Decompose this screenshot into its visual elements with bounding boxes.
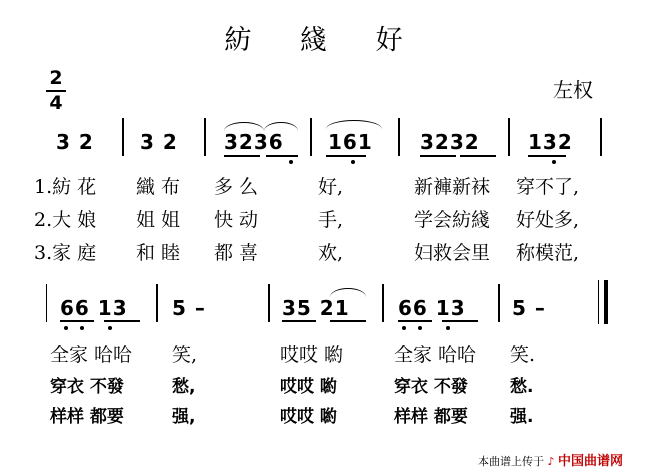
eighth-underline <box>330 320 366 322</box>
r1-v3-1: 3.家 庭 <box>34 242 97 264</box>
music-note-icon: ♪ <box>547 455 555 468</box>
r1-v1-6: 穿不了, <box>516 176 580 198</box>
low-octave-dot <box>289 160 293 164</box>
r2-v2-4: 穿衣 不發 <box>394 377 468 397</box>
r2-v2-5: 愁. <box>510 377 534 397</box>
r2-v2-2: 愁, <box>172 377 196 397</box>
footer-site-link[interactable]: 中国曲谱网 <box>557 454 623 469</box>
song-title: 紡 綫 好 <box>224 25 423 56</box>
low-octave-dot <box>402 326 406 330</box>
r1-v3-4: 欢, <box>318 242 344 264</box>
r1-v2-1: 2.大 娘 <box>34 209 97 231</box>
low-octave-dot <box>64 326 68 330</box>
r1-v2-5: 学会紡綫 <box>414 209 491 231</box>
footer <box>478 450 623 469</box>
final-barline-thick <box>604 280 608 324</box>
eighth-underline <box>266 155 298 157</box>
r2-measure-2: 5 – <box>172 296 206 320</box>
barline <box>46 284 47 322</box>
low-octave-dot <box>446 326 450 330</box>
barline <box>122 118 124 156</box>
r2-measure-1: 66 13 <box>60 296 128 320</box>
r2-v2-3: 哎哎 喲 <box>280 377 337 397</box>
r1-v1-4: 好, <box>318 176 344 198</box>
r2-v3-5: 强. <box>510 407 534 427</box>
barline <box>600 118 602 156</box>
barline <box>382 284 384 322</box>
eighth-underline <box>282 320 316 322</box>
barline <box>156 284 158 322</box>
slur <box>330 288 366 297</box>
r1-v1-3: 多 么 <box>214 176 259 198</box>
r2-v3-4: 样样 都要 <box>394 407 468 427</box>
r1-v1-5: 新褲新袜 <box>414 176 491 198</box>
barline <box>398 118 400 156</box>
r1-measure-2: 3 2 <box>140 130 178 154</box>
low-octave-dot <box>351 160 355 164</box>
r1-v3-2: 和 睦 <box>136 242 181 264</box>
r2-v2-1: 穿衣 不發 <box>50 377 124 397</box>
final-barline-thin <box>598 280 599 324</box>
eighth-underline <box>442 320 478 322</box>
r2-v1-1: 全家 哈哈 <box>50 344 133 366</box>
r1-v1-1: 1.紡 花 <box>34 176 97 198</box>
eighth-underline <box>460 155 496 157</box>
r2-measure-4: 66 13 <box>398 296 466 320</box>
time-signature-bottom: 4 <box>49 92 63 114</box>
r2-measure-5: 5 – <box>512 296 546 320</box>
r1-v1-2: 織 布 <box>136 176 181 198</box>
low-octave-dot <box>80 326 84 330</box>
time-signature <box>44 68 68 114</box>
eighth-underline <box>326 155 366 157</box>
barline <box>268 284 270 322</box>
eighth-underline <box>224 155 260 157</box>
r1-v3-3: 都 喜 <box>214 242 259 264</box>
r1-v2-2: 姐 姐 <box>136 209 181 231</box>
r1-measure-6: 132 <box>528 130 573 154</box>
footer-prefix: 本曲谱上传于 <box>477 455 544 468</box>
slur <box>224 122 264 131</box>
eighth-underline <box>528 155 566 157</box>
barline <box>310 118 312 156</box>
low-octave-dot <box>552 160 556 164</box>
low-octave-dot <box>418 326 422 330</box>
r2-v1-2: 笑, <box>172 344 198 366</box>
r2-v3-3: 哎哎 喲 <box>280 407 337 427</box>
barline <box>508 118 510 156</box>
low-octave-dot <box>108 326 112 330</box>
r1-v2-6: 好处多, <box>516 209 580 231</box>
slur <box>326 120 382 129</box>
r1-measure-1: 3 2 <box>56 130 94 154</box>
barline <box>204 118 206 156</box>
r1-v3-5: 妇救会里 <box>414 242 491 264</box>
eighth-underline <box>60 320 94 322</box>
r1-v3-6: 称模范, <box>516 242 580 264</box>
slur <box>264 122 298 131</box>
r1-v2-3: 快 动 <box>214 209 259 231</box>
r2-v1-4: 全家 哈哈 <box>394 344 477 366</box>
barline <box>498 284 500 322</box>
time-signature-top: 2 <box>49 67 63 89</box>
r2-measure-3: 35 21 <box>282 296 350 320</box>
r1-measure-5: 3232 <box>420 130 480 154</box>
eighth-underline <box>104 320 140 322</box>
r2-v3-1: 样样 都要 <box>50 407 124 427</box>
r2-v1-5: 笑. <box>510 344 536 366</box>
eighth-underline <box>398 320 432 322</box>
eighth-underline <box>420 155 456 157</box>
r1-v2-4: 手, <box>318 209 344 231</box>
r1-measure-3: 3236 <box>224 130 284 154</box>
r2-v3-2: 强, <box>172 407 196 427</box>
r2-v1-3: 哎哎 喲 <box>280 344 344 366</box>
composer: 左权 <box>553 78 593 102</box>
r1-measure-4: 161 <box>328 130 373 154</box>
